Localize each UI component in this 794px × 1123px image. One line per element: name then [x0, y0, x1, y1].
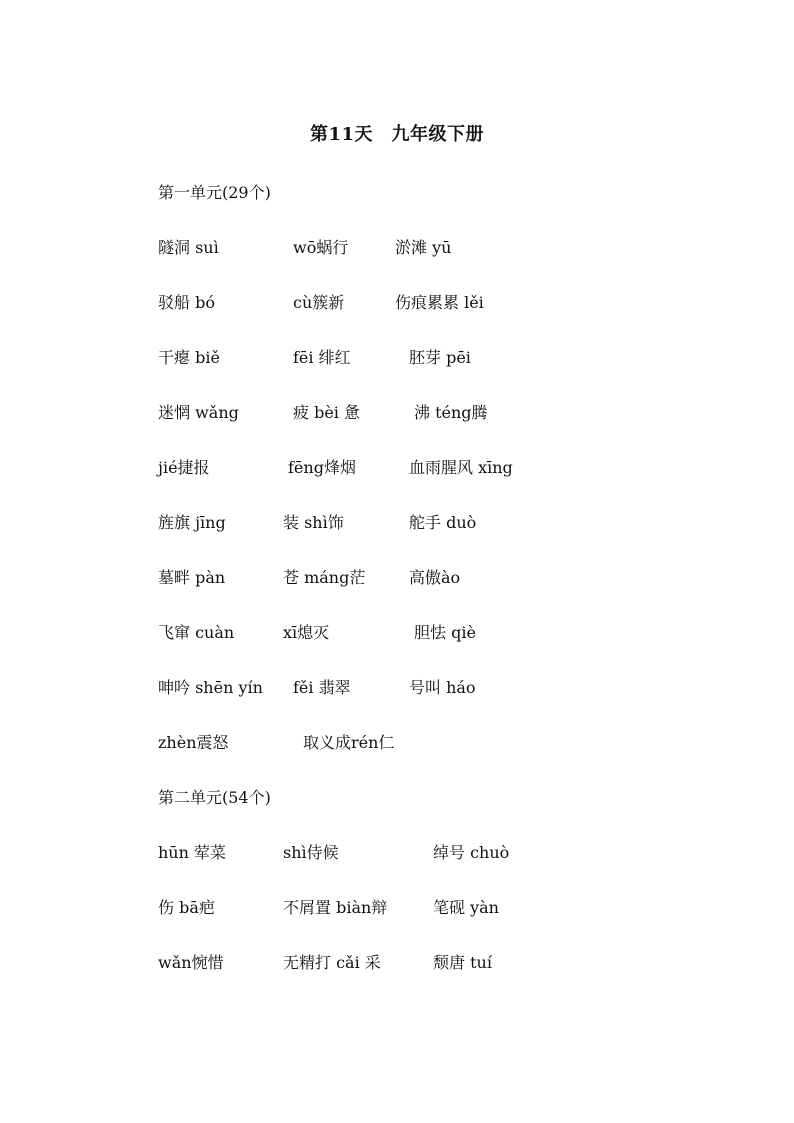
vocab-item: 血雨腥风 xīng	[409, 458, 513, 477]
vocab-item: 呻吟 shēn yín	[158, 678, 263, 697]
vocab-item: hūn 荤菜	[158, 843, 227, 862]
vocab-item: fěi 翡翠	[293, 678, 351, 697]
vocab-item: 颓唐 tuí	[433, 953, 492, 972]
vocab-item: 号叫 háo	[409, 678, 476, 697]
unit-heading: 第二单元(54个)	[158, 788, 271, 807]
vocab-item: 伤 bā疤	[158, 898, 215, 917]
vocab-item: 胆怯 qiè	[414, 623, 476, 642]
vocab-item: 高傲ào	[409, 568, 461, 587]
vocab-item: 绰号 chuò	[433, 843, 510, 862]
vocab-item: 驳船 bó	[158, 293, 215, 312]
vocab-item: fēng烽烟	[288, 458, 356, 477]
vocab-item: 胚芽 pēi	[409, 348, 471, 367]
vocab-item: 疲 bèi 惫	[293, 403, 361, 422]
vocab-item: xī熄灭	[283, 623, 330, 642]
vocab-item: 迷惘 wǎng	[158, 403, 239, 422]
vocab-item: jié捷报	[158, 458, 210, 477]
vocab-item: zhèn震怒	[158, 733, 229, 752]
vocab-item: wǎn惋惜	[158, 953, 224, 972]
vocab-item: 飞窜 cuàn	[158, 623, 235, 642]
vocab-item: 淤滩 yū	[395, 238, 452, 257]
vocab-item: 取义成rén仁	[303, 733, 395, 752]
vocab-item: 舵手 duò	[409, 513, 477, 532]
vocab-item: 干瘪 biě	[158, 348, 220, 367]
vocab-item: 沸 téng腾	[414, 403, 488, 422]
unit-heading: 第一单元(29个)	[158, 183, 271, 202]
vocab-item: 旌旗 jīng	[158, 513, 226, 532]
vocab-item: 笔砚 yàn	[433, 898, 499, 917]
vocab-item: cù簇新	[293, 293, 345, 312]
page-title: 第11天 九年级下册	[309, 124, 485, 145]
vocab-item: 无精打 cǎi 采	[283, 953, 381, 972]
vocab-item: wō蜗行	[293, 238, 349, 257]
vocab-item: 伤痕累累 lěi	[395, 293, 484, 312]
vocab-item: shì侍候	[283, 843, 339, 862]
vocab-item: 苍 máng茫	[283, 568, 366, 587]
vocab-item: 隧洞 suì	[158, 238, 219, 257]
vocab-item: 墓畔 pàn	[158, 568, 226, 587]
vocab-item: 装 shì饰	[283, 513, 344, 532]
vocab-item: fēi 绯红	[293, 348, 351, 367]
vocab-item: 不屑置 biàn辩	[283, 898, 388, 917]
